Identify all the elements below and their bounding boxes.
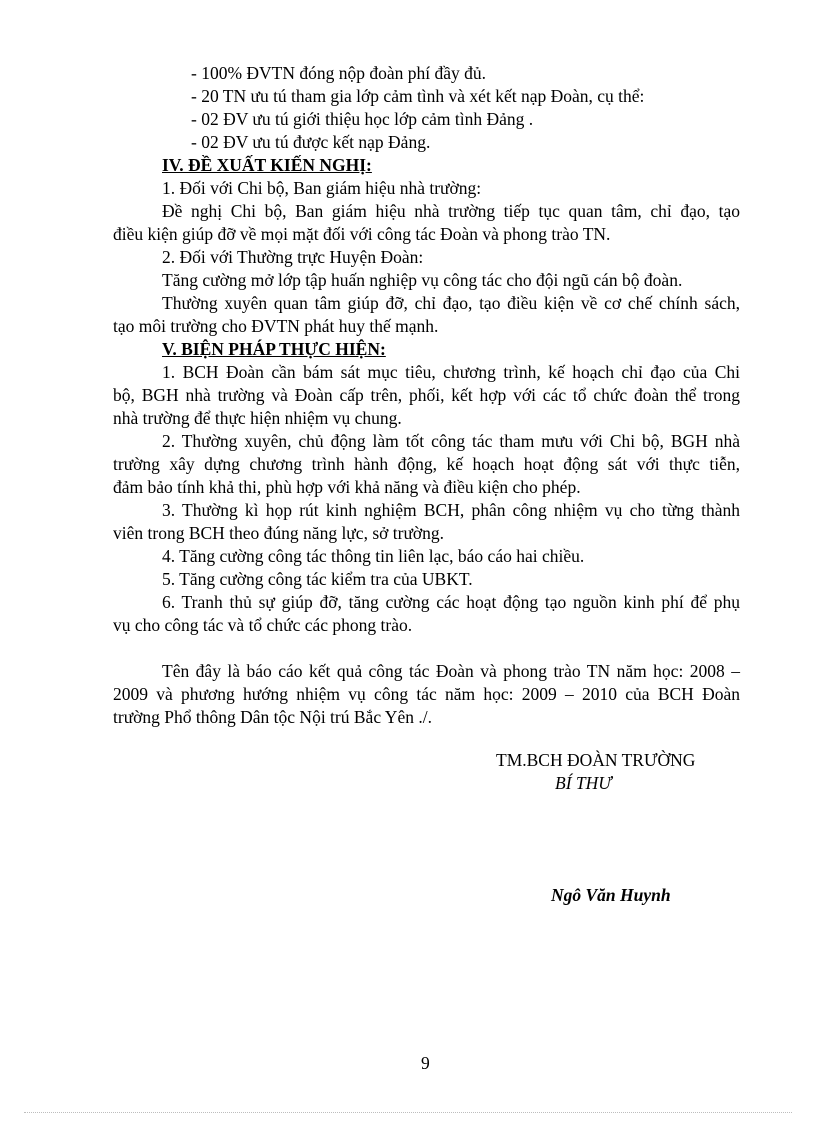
signature-title: TM.BCH ĐOÀN TRƯỜNG: [496, 750, 696, 770]
paragraph-line: 6. Tranh thủ sự giúp đỡ, tăng cường các hoạt động tạo nguồn kinh phí để phụ: [162, 592, 740, 612]
paragraph-line: bộ, BGH nhà trường và Đoàn cấp trên, phối, kết hợp với các tổ chức đoàn thể trong: [113, 385, 740, 405]
paragraph-line: 1. BCH Đoàn cần bám sát mục tiêu, chương trình, kế hoạch chỉ đạo của Chi: [162, 362, 740, 382]
closing-line: 2009 và phương hướng nhiệm vụ công tác năm học: 2009 – 2010 của BCH Đoàn: [113, 684, 740, 704]
subheading-1: 1. Đối với Chi bộ, Ban giám hiệu nhà trường:: [162, 178, 482, 198]
paragraph-line: nhà trường để thực hiện nhiệm vụ chung.: [113, 408, 402, 428]
paragraph-line: điều kiện giúp đỡ về mọi mặt đối với công tác Đoàn và phong trào TN.: [113, 224, 611, 244]
paragraph-line: 4. Tăng cường công tác thông tin liên lạc, báo cáo hai chiều.: [162, 546, 585, 566]
footer-divider: [24, 1112, 792, 1113]
closing-line: Tên đây là báo cáo kết quả công tác Đoàn và phong trào TN năm học: 2008 –: [162, 661, 740, 681]
result-line-4: - 02 ĐV ưu tú được kết nạp Đảng.: [191, 132, 431, 152]
result-line-2: - 20 TN ưu tú tham gia lớp cảm tình và xét kết nạp Đoàn, cụ thể:: [191, 86, 645, 106]
result-line-3: - 02 ĐV ưu tú giới thiệu học lớp cảm tình Đảng .: [191, 109, 534, 129]
subheading-2: 2. Đối với Thường trực Huyện Đoàn:: [162, 247, 424, 267]
paragraph-line: Tăng cường mở lớp tập huấn nghiệp vụ công tác cho đội ngũ cán bộ đoàn.: [162, 270, 683, 290]
paragraph-line: Thường xuyên quan tâm giúp đỡ, chỉ đạo, tạo điều kiện về cơ chế chính sách,: [162, 293, 740, 313]
paragraph-line: đảm bảo tính khả thi, phù hợp với khả năng và điều kiện cho phép.: [113, 477, 581, 497]
paragraph-line: 5. Tăng cường công tác kiểm tra của UBKT.: [162, 569, 473, 589]
paragraph-line: tạo môi trường cho ĐVTN phát huy thế mạnh.: [113, 316, 439, 336]
section-heading-iv: IV. ĐỀ XUẤT KIẾN NGHỊ:: [162, 155, 372, 175]
closing-line: trường Phổ thông Dân tộc Nội trú Bắc Yên ./.: [113, 707, 432, 727]
paragraph-line: trường xây dựng chương trình hành động, kế hoạch hoạt động sát với thực tiễn,: [113, 454, 740, 474]
paragraph-line: 2. Thường xuyên, chủ động làm tốt công tác tham mưu với Chi bộ, BGH nhà: [162, 431, 740, 451]
signature-name: Ngô Văn Huynh: [551, 885, 671, 905]
paragraph-line: viên trong BCH theo đúng năng lực, sở trường.: [113, 523, 445, 543]
result-line-1: - 100% ĐVTN đóng nộp đoàn phí đầy đủ.: [191, 63, 487, 83]
section-heading-v: V. BIỆN PHÁP THỰC HIỆN:: [162, 339, 386, 359]
page-number: 9: [421, 1053, 430, 1073]
paragraph-line: vụ cho công tác và tổ chức các phong trào.: [113, 615, 413, 635]
paragraph-line: 3. Thường kì họp rút kinh nghiệm BCH, phân công nhiệm vụ cho từng thành: [162, 500, 740, 520]
signature-role: BÍ THƯ: [555, 773, 612, 793]
paragraph-line: Đề nghị Chi bộ, Ban giám hiệu nhà trường tiếp tục quan tâm, chỉ đạo, tạo: [162, 201, 740, 221]
